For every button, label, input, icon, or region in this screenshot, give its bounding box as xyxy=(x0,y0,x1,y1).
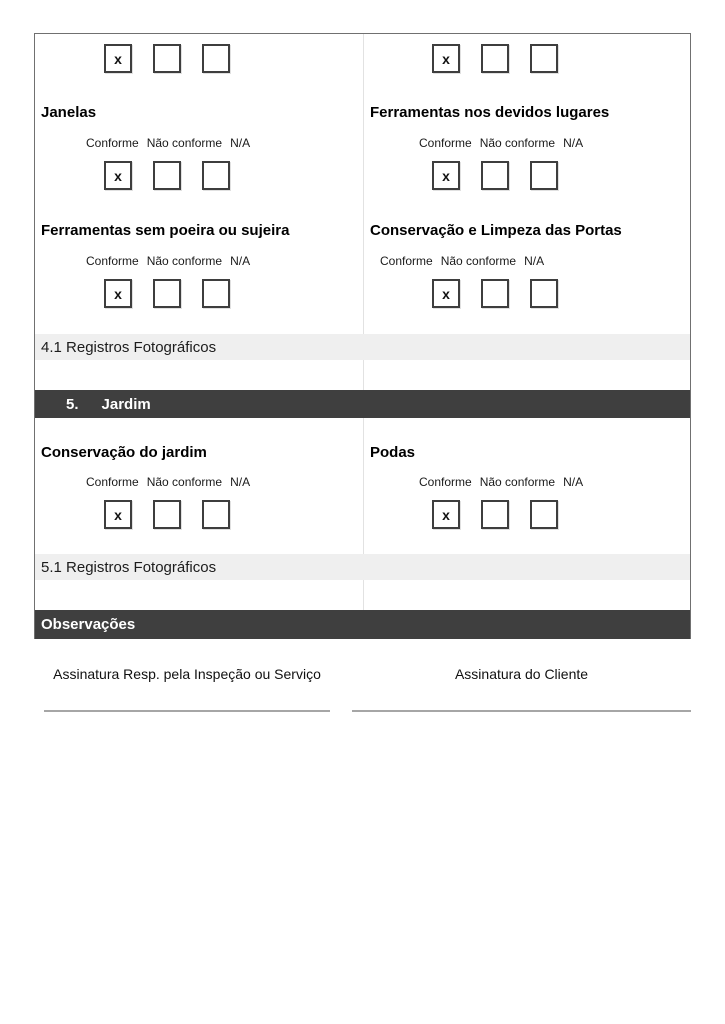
item-title-janelas: Janelas xyxy=(41,104,97,121)
label-na: N/A xyxy=(230,136,251,150)
checkbox-group-conservacao-jardim xyxy=(104,500,363,529)
label-na: N/A xyxy=(524,254,545,268)
label-nao-conforme: Não conforme xyxy=(146,136,223,150)
checkbox-na[interactable] xyxy=(530,161,558,190)
checkbox-group-conservacao-portas xyxy=(432,279,690,308)
item-title-conservacao-jardim: Conservação do jardim xyxy=(41,444,207,461)
check-mark: x xyxy=(442,50,450,67)
label-conforme: Conforme xyxy=(419,136,472,150)
photo-records-bar-4-1 xyxy=(35,334,690,360)
signature-label-inspector: Assinatura Resp. pela Inspeção ou Serviço xyxy=(53,666,321,682)
conformity-labels xyxy=(86,254,363,268)
label-na: N/A xyxy=(563,475,584,489)
item-title-conservacao-portas: Conservação e Limpeza das Portas xyxy=(370,222,622,239)
checkbox-group-janelas xyxy=(104,161,363,190)
check-mark: x xyxy=(442,167,450,184)
photo-records-bar-5-1 xyxy=(35,554,690,580)
checkbox-group-ferramentas-sem-poeira xyxy=(104,279,363,308)
checkbox-group-carryover-left xyxy=(104,44,363,73)
checkbox-na[interactable] xyxy=(202,500,230,529)
photo-records-label: 4.1 Registros Fotográficos xyxy=(41,338,217,356)
section5-items-band xyxy=(35,418,690,554)
checkbox-group-podas xyxy=(432,500,690,529)
conformity-labels xyxy=(86,475,363,489)
inspection-form-table xyxy=(34,33,691,639)
column-left xyxy=(35,418,363,554)
check-mark: x xyxy=(114,285,122,302)
conformity-labels xyxy=(419,475,690,489)
checkbox-nao-conforme[interactable] xyxy=(153,44,181,73)
checkbox-conforme[interactable] xyxy=(104,161,132,190)
check-mark: x xyxy=(114,167,122,184)
label-nao-conforme: Não conforme xyxy=(146,475,223,489)
label-nao-conforme: Não conforme xyxy=(479,475,556,489)
checkbox-group-ferramentas-lugares xyxy=(432,161,690,190)
label-nao-conforme: Não conforme xyxy=(440,254,517,268)
empty-row xyxy=(35,360,690,390)
check-mark: x xyxy=(114,50,122,67)
observations-label: Observações xyxy=(41,616,136,633)
signature-line-client xyxy=(352,710,691,712)
checkbox-conforme[interactable] xyxy=(104,279,132,308)
checkbox-nao-conforme[interactable] xyxy=(481,161,509,190)
photo-records-label: 5.1 Registros Fotográficos xyxy=(41,558,217,576)
label-nao-conforme: Não conforme xyxy=(146,254,223,268)
label-conforme: Conforme xyxy=(86,475,139,489)
section-title: Jardim xyxy=(101,395,151,413)
item-title-ferramentas-lugares: Ferramentas nos devidos lugares xyxy=(370,104,610,121)
label-na: N/A xyxy=(230,475,251,489)
checkbox-nao-conforme[interactable] xyxy=(153,500,181,529)
observations-header xyxy=(35,610,690,639)
checkbox-conforme[interactable] xyxy=(104,44,132,73)
checkbox-nao-conforme[interactable] xyxy=(481,279,509,308)
signature-line-inspector xyxy=(44,710,330,712)
section4-items-band xyxy=(35,34,690,334)
conformity-labels xyxy=(419,136,690,150)
item-title-podas: Podas xyxy=(370,444,416,461)
checkbox-nao-conforme[interactable] xyxy=(153,161,181,190)
checkbox-na[interactable] xyxy=(202,161,230,190)
checkbox-conforme[interactable] xyxy=(432,279,460,308)
checkbox-conforme[interactable] xyxy=(432,44,460,73)
column-left xyxy=(35,34,363,334)
checkbox-conforme[interactable] xyxy=(432,161,460,190)
section-number: 5. xyxy=(66,395,79,413)
label-na: N/A xyxy=(230,254,251,268)
checkbox-na[interactable] xyxy=(530,44,558,73)
column-right xyxy=(363,418,690,554)
section-header-jardim xyxy=(35,390,690,418)
label-conforme: Conforme xyxy=(419,475,472,489)
label-nao-conforme: Não conforme xyxy=(479,136,556,150)
checkbox-conforme[interactable] xyxy=(432,500,460,529)
check-mark: x xyxy=(442,285,450,302)
check-mark: x xyxy=(442,506,450,523)
checkbox-nao-conforme[interactable] xyxy=(481,500,509,529)
item-title-ferramentas-sem-poeira: Ferramentas sem poeira ou sujeira xyxy=(41,222,290,239)
checkbox-nao-conforme[interactable] xyxy=(481,44,509,73)
signature-label-client: Assinatura do Cliente xyxy=(454,666,589,682)
checkbox-na[interactable] xyxy=(530,279,558,308)
checkbox-conforme[interactable] xyxy=(104,500,132,529)
conformity-labels xyxy=(86,136,363,150)
label-conforme: Conforme xyxy=(86,254,139,268)
checkbox-group-carryover-right xyxy=(432,44,690,73)
checkbox-na[interactable] xyxy=(202,44,230,73)
conformity-labels xyxy=(380,254,690,268)
label-conforme: Conforme xyxy=(380,254,433,268)
check-mark: x xyxy=(114,506,122,523)
label-na: N/A xyxy=(563,136,584,150)
empty-row xyxy=(35,580,690,610)
column-right xyxy=(363,34,690,334)
checkbox-na[interactable] xyxy=(530,500,558,529)
label-conforme: Conforme xyxy=(86,136,139,150)
checkbox-nao-conforme[interactable] xyxy=(153,279,181,308)
checkbox-na[interactable] xyxy=(202,279,230,308)
